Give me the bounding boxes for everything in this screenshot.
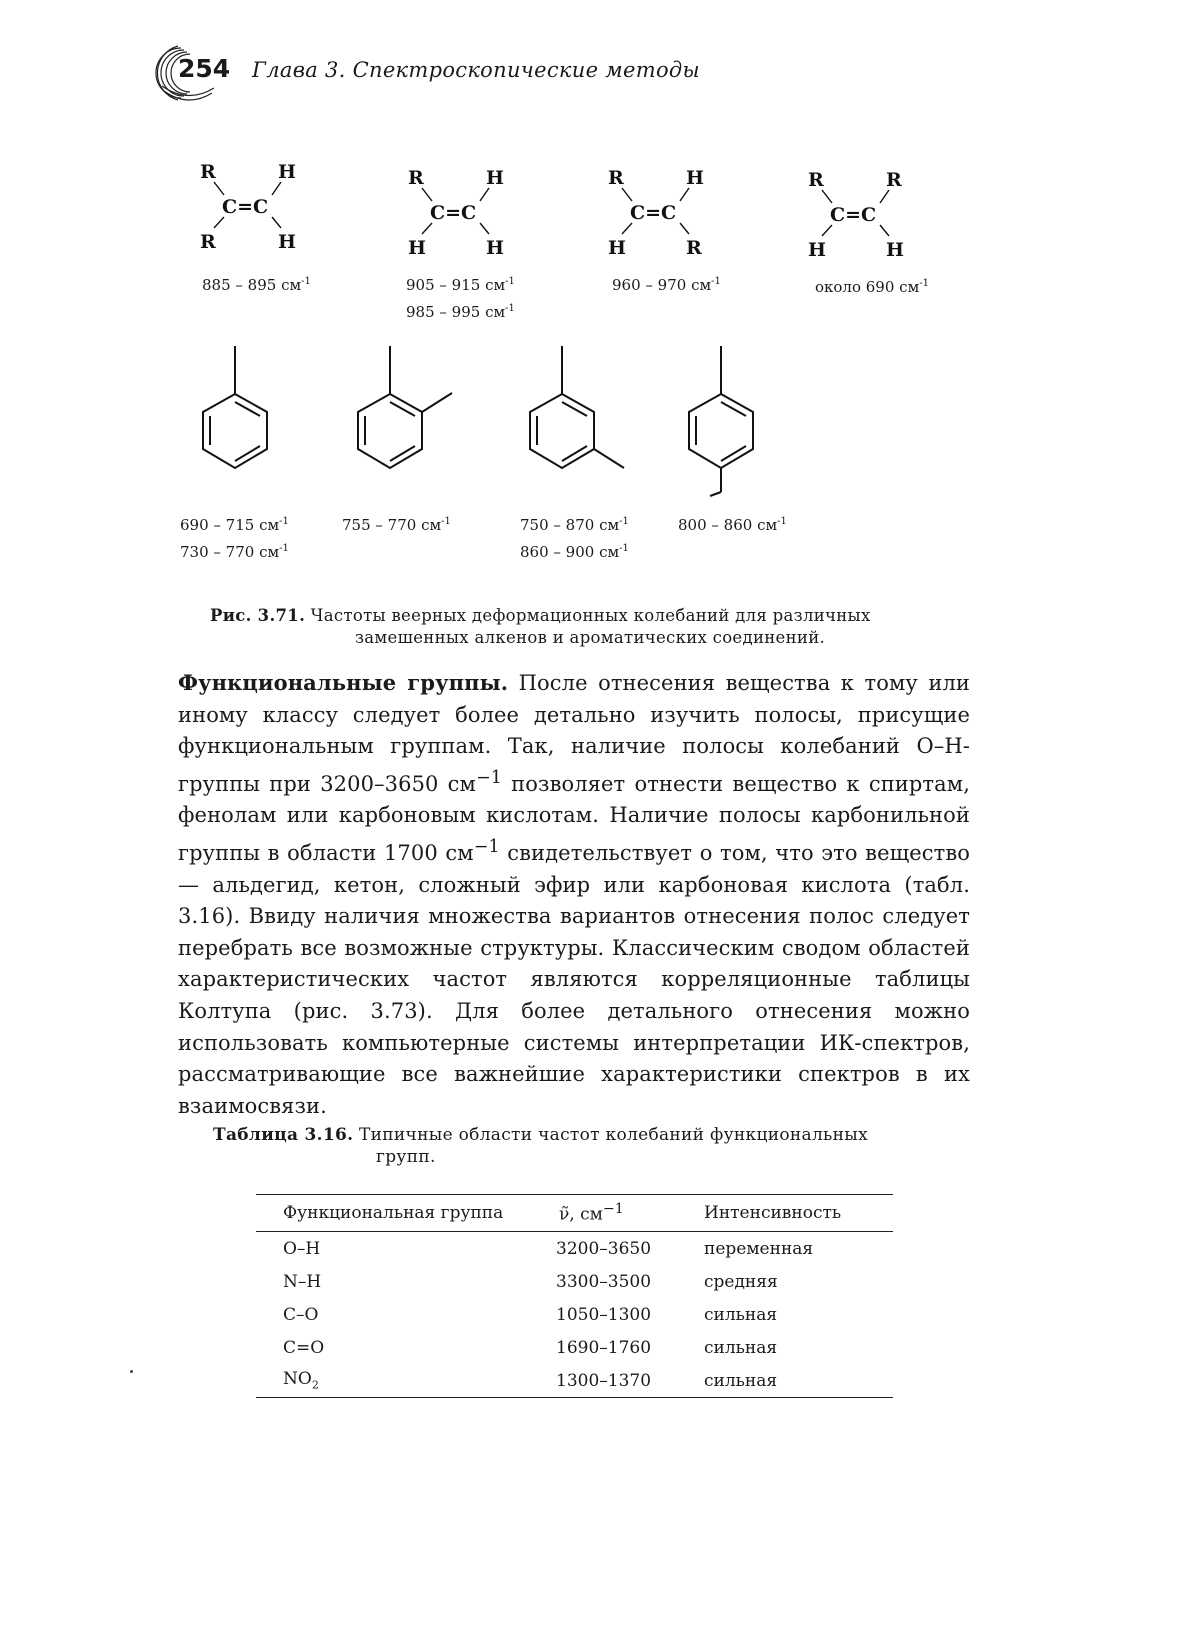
svg-text:R: R [686, 237, 702, 259]
alkene1-center: C=C [222, 196, 269, 218]
table-row: N–H 3300–3500 средняя [283, 1271, 778, 1292]
svg-text:H: H [808, 239, 826, 261]
functional-groups-table [256, 1194, 893, 1398]
svg-text:C=C: C=C [630, 202, 677, 224]
alkene1-bottom-left: R [200, 231, 216, 253]
figure-caption-text: Частоты веерных деформационных колебаний для различных [305, 606, 871, 625]
svg-text:H: H [486, 167, 504, 189]
benzene-mono [203, 346, 267, 468]
header-functional-group: Функциональная группа [256, 1195, 556, 1232]
table-caption: Таблица 3.16. Типичные области частот колебаний функциональных групп. [213, 1125, 868, 1167]
benzene-para [689, 346, 753, 496]
svg-text:H: H [686, 167, 704, 189]
table-row: $NO_2$ 1300–1370 сильная [256, 1364, 893, 1398]
svg-text:R: R [886, 169, 902, 191]
table-row: O–H 3200–3650 переменная [283, 1238, 814, 1259]
table-caption-label: Таблица 3.16. [213, 1125, 354, 1145]
figure-structures [180, 150, 980, 560]
svg-text:C=C: C=C [830, 204, 877, 226]
alkene1-top-left: R [200, 161, 216, 183]
table-row: C=O 1690–1760 сильная [283, 1337, 778, 1358]
svg-text:R: R [808, 169, 824, 191]
benzene-meta [530, 346, 624, 468]
svg-text:H: H [608, 237, 626, 259]
freq-alkene-3: 960 – 970 $см^{-1}$ [612, 276, 721, 294]
freq-aromatic-1: 690 – 715 $см^{-1}$ 730 – 770 $см^{-1}$ [180, 516, 289, 561]
figure-caption-label: Рис. 3.71. [210, 606, 306, 625]
svg-text:H: H [486, 237, 504, 259]
freq-alkene-4: около 690 $см^{-1}$ [815, 278, 929, 296]
body-paragraph: Функциональные группы. После отнесения вещества к тому или иному классу следует более детально изучить полосы, присущие функциональным группам. Так, наличие полосы колебаний O–H-группы при 3200–3650 $см^{-1}$ позволяет отнести вещество к спиртам, фенолам или карбоновым кислотам. Наличие полосы карбонильной группы в области 1700 $см^{-1}$ свидетельствует о том, что это вещество — альдегид, кетон, сложный эфир или карбоновая кислота (табл. 3.16). Ввиду наличия множества вариантов отнесения полос следует перебрать все возможные структуры. Классическим сводом областей характеристических частот являются корреляционные таблицы Колтупа (рис. 3.73). Для более детального отнесения можно использовать компьютерные системы интерпретации ИК-спектров, рассматривающие все важнейшие характеристики спектров в их взаимосвязи. [178, 670, 970, 1118]
chapter-title: Глава 3. Спектроскопические методы [252, 58, 700, 82]
section-heading: Функциональные группы. [178, 670, 509, 695]
figure-caption [210, 605, 970, 649]
svg-text:R: R [608, 167, 624, 189]
table-header-row [256, 1195, 893, 1232]
figure-caption-text-2: замешенных алкенов и ароматических соединений. [354, 628, 826, 647]
header-intensity: Интенсивность [704, 1195, 893, 1232]
benzene-ortho [358, 346, 452, 468]
alkene1-top-right: H [278, 161, 296, 183]
freq-aromatic-3: 750 – 870 $см^{-1}$ 860 – 900 $см^{-1}$ [520, 516, 629, 561]
alkene1-bottom-right: H [278, 231, 296, 253]
scan-speck [130, 1370, 133, 1373]
header-wavenumber: ν̃, $см^{-1}$ [556, 1195, 704, 1232]
freq-alkene-2: 905 – 915 $см^{-1}$ 985 – 995 $см^{-1}$ [406, 276, 515, 321]
svg-text:R: R [408, 167, 424, 189]
freq-aromatic-2: 755 – 770 $см^{-1}$ [342, 516, 451, 534]
freq-alkene-1: 885 – 895 $см^{-1}$ [202, 276, 311, 294]
svg-text:C=C: C=C [430, 202, 477, 224]
page-number: 254 [178, 54, 231, 83]
freq-aromatic-4: 800 – 860 $см^{-1}$ [678, 516, 787, 534]
table-row: C–O 1050–1300 сильная [283, 1304, 778, 1325]
svg-text:H: H [886, 239, 904, 261]
svg-text:H: H [408, 237, 426, 259]
